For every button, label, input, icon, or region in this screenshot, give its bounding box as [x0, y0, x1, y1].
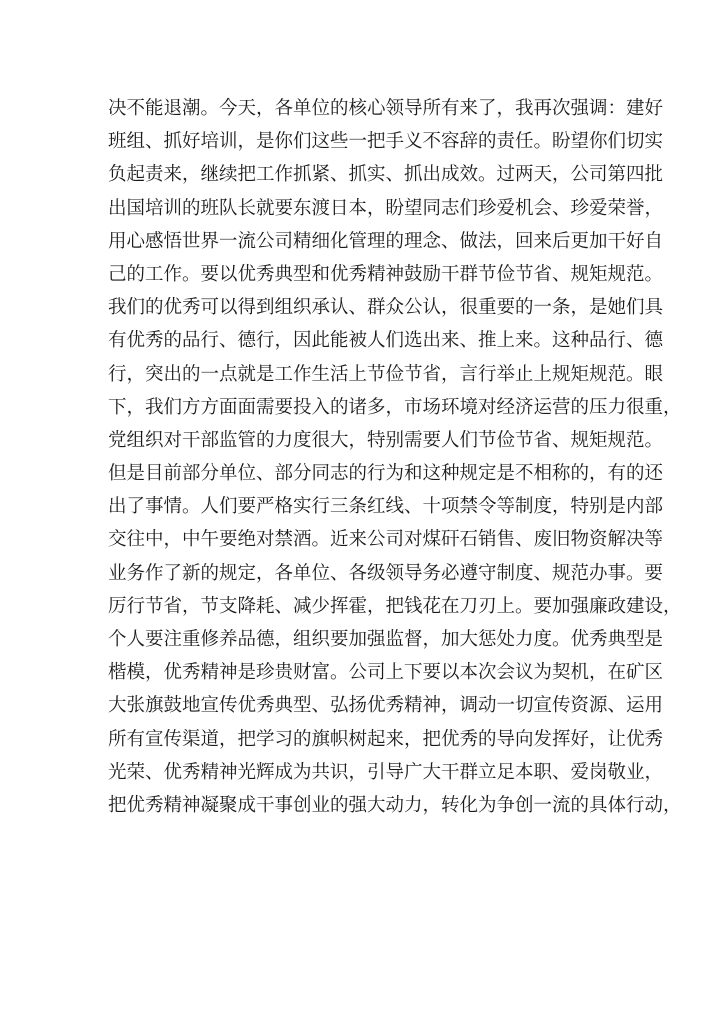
body-text [108, 92, 682, 822]
text-line: 行，突出的一点就是工作生活上节俭节省，言行举止上规矩规范。眼 [108, 363, 664, 385]
text-line: 出了事情。人们要严格实行三条红线、十项禁令等制度，特别是内部 [108, 496, 664, 518]
text-line: 有优秀的品行、德行，因此能被人们选出来、推上来。这种品行、德 [108, 330, 664, 352]
text-line: 楷模，优秀精神是珍贵财富。公司上下要以本次会议为契机，在矿区 [108, 662, 664, 684]
text-line: 下，我们方方面面需要投入的诸多，市场环境对经济运营的压力很重， [108, 396, 682, 418]
text-line: 出国培训的班队长就要东渡日本，盼望同志们珍爱机会、珍爱荣誉， [108, 197, 664, 219]
text-line: 大张旗鼓地宣传优秀典型、弘扬优秀精神，调动一切宣传资源、运用 [108, 695, 664, 717]
text-line: 负起责来，继续把工作抓紧、抓实、抓出成效。过两天，公司第四批 [108, 164, 664, 186]
text-line: 决不能退潮。今天，各单位的核心领导所有来了，我再次强调：建好 [108, 98, 664, 119]
text-line: 用心感悟世界一流公司精细化管理的理念、做法，回来后更加干好自 [108, 230, 664, 252]
text-line: 但是目前部分单位、部分同志的行为和这种规定是不相称的，有的还 [108, 463, 664, 485]
text-line: 班组、抓好培训，是你们这些一把手义不容辞的责任。盼望你们切实 [108, 131, 664, 153]
text-line: 党组织对干部监管的力度很大，特别需要人们节俭节省、规矩规范。 [108, 429, 664, 451]
text-line: 个人要注重修养品德，组织要加强监督，加大惩处力度。优秀典型是 [108, 629, 664, 650]
text-line: 我们的优秀可以得到组织承认、群众公认，很重要的一条，是她们具 [108, 297, 664, 319]
text-line: 业务作了新的规定，各单位、各级领导务必遵守制度、规范办事。要 [108, 562, 664, 584]
text-line: 交往中，中午要绝对禁酒。近来公司对煤矸石销售、废旧物资解决等 [108, 529, 664, 551]
text-line: 所有宣传渠道，把学习的旗帜树起来，把优秀的导向发挥好，让优秀 [108, 728, 664, 750]
text-line: 把优秀精神凝聚成干事创业的强大动力，转化为争创一流的具体行动， [108, 794, 682, 816]
text-line: 己的工作。要以优秀典型和优秀精神鼓励干群节俭节省、规矩规范。 [108, 263, 664, 285]
text-line: 光荣、优秀精神光辉成为共识，引导广大干群立足本职、爱岗敬业， [108, 761, 664, 783]
text-line: 厉行节省，节支降耗、减少挥霍，把钱花在刀刃上。要加强廉政建设， [108, 595, 682, 617]
